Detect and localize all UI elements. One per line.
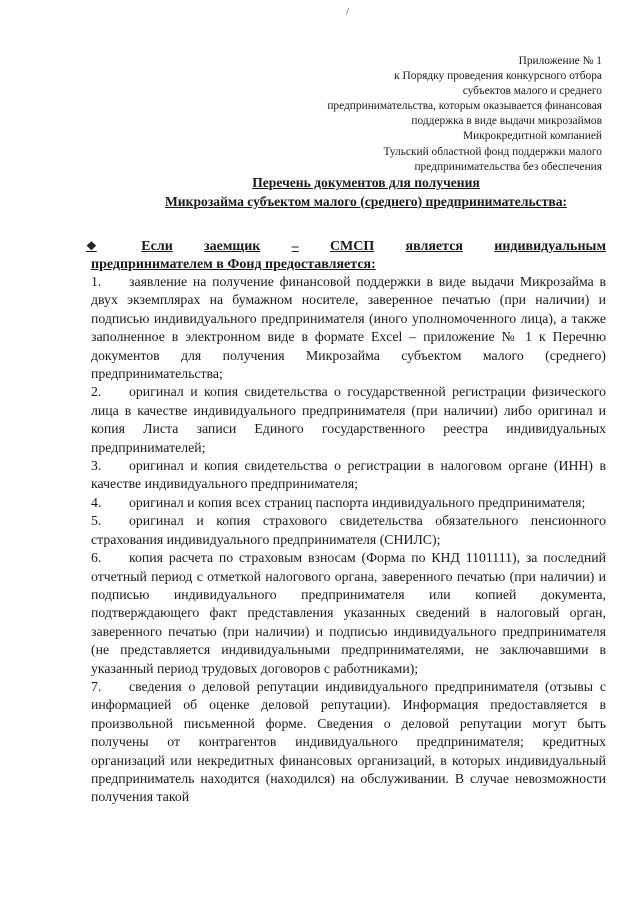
item-number: 1.	[91, 274, 102, 289]
list-item	[91, 383, 606, 457]
item-text: оригинал и копия страхового свидетельства обязательного пенсионного страхования индивидуального предпринимателя (СНИЛС);	[91, 513, 606, 547]
heading-word: индивидуальным	[494, 239, 606, 254]
heading-word: Если	[141, 239, 173, 254]
list-item	[91, 512, 606, 549]
item-text: оригинал и копия свидетельства о государственной регистрации физического лица в качестве индивидуального предпринимателя (при наличии) либо оригинал и копия Листа записи Единого государственного реестра индивидуальных предпринимателей;	[91, 384, 606, 455]
list-item	[91, 457, 606, 494]
item-number: 5.	[91, 513, 102, 529]
item-number: 4.	[91, 494, 102, 510]
document-list	[91, 273, 606, 807]
document-title	[0, 174, 640, 211]
appendix-line: предпринимательства, которым оказывается финансовая	[327, 100, 602, 113]
heading-word: СМСП	[329, 239, 375, 254]
appendix-line: к Порядку проведения конкурсного отбора	[394, 70, 602, 83]
section-heading-line-2: предпринимателем в Фонд предоставляется:	[91, 257, 376, 272]
item-text: копия расчета по страховым взносам (Форма по КНД 1101111), за последний отчетный период с отметкой налогового органа, заверенного печатью (при наличии) и подписью индивидуального предпринимателя или копией документа, подтверждающего факт представления указанных сведений в налоговый орган, заверенного печатью (при наличии) и подписью индивидуального предпринимателя (не представляется индивидуальными предпринимателями, не заключавшими в указанный период трудовых договоров с работниками);	[91, 550, 606, 676]
item-text: оригинал и копия свидетельства о регистрации в налоговом органе (ИНН) в качестве индивидуального предпринимателя;	[91, 458, 606, 492]
item-text: сведения о деловой репутации индивидуального предпринимателя (отзывы с информацией об оценке деловой репутации). Информация предоставляется в произвольной письменной форме. Сведения о деловой репутации могут быть получены от контрагентов индивидуального предпринимателя; кредитных организаций или некредитных финансовых организаций, в которых индивидуальный предприниматель находится (находился) на обслуживании. В случае невозможности получения такой	[91, 678, 606, 805]
heading-word: является	[405, 239, 463, 254]
heading-word: заемщик	[204, 239, 261, 254]
appendix-line: поддержка в виде выдачи микрозаймов	[411, 115, 602, 128]
item-text: оригинал и копия всех страниц паспорта индивидуального предпринимателя;	[129, 494, 586, 510]
item-number: 6.	[91, 550, 102, 566]
section-heading	[86, 237, 606, 274]
appendix-line: Приложение № 1	[518, 55, 602, 67]
item-text: заявление на получение финансовой поддержки в виде выдачи Микрозайма в двух экземплярах на бумажном носителе, заверенное печатью (при наличии) и подписью индивидуального предпринимателя (иного уполномоченного лица), а также заполненное в электронном виде в формате Excel – приложение № 1 к Перечню документов для получения Микрозайма субъектом малого (среднего) предпринимательства;	[91, 274, 606, 382]
item-number: 3.	[91, 458, 102, 474]
item-number: 2.	[91, 384, 102, 400]
list-item	[91, 273, 606, 383]
list-item	[91, 678, 606, 807]
appendix-line: Тульский областной фонд поддержки малого	[383, 145, 602, 158]
appendix-line: субъектов малого и среднего	[462, 85, 602, 98]
page-mark: /	[346, 6, 350, 18]
list-item	[91, 549, 606, 678]
title-line-2: Микрозайма субъектом малого (среднего) предпринимательства:	[164, 193, 568, 209]
appendix-line: Микрокредитной компанией	[462, 130, 602, 143]
heading-word: –	[291, 239, 299, 254]
appendix-line: предпринимательства без обеспечения	[414, 160, 602, 173]
diamond-bullet-icon: ❖	[86, 239, 97, 253]
title-line-1: Перечень документов для получения	[252, 175, 480, 190]
item-number: 7.	[91, 678, 102, 694]
appendix-header	[272, 54, 602, 175]
list-item	[91, 494, 606, 512]
section-heading-line-1	[86, 237, 606, 256]
